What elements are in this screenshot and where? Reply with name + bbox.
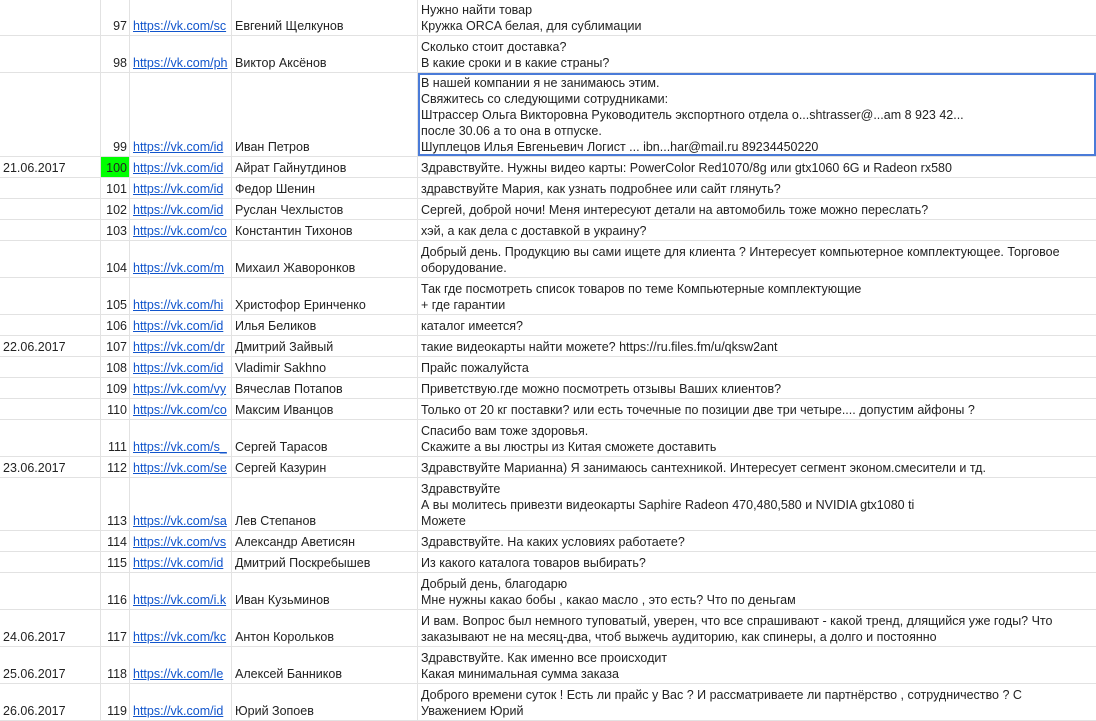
number-cell[interactable]: 112	[101, 457, 130, 477]
profile-link[interactable]: https://vk.com/id	[130, 178, 232, 198]
profile-link[interactable]: https://vk.com/kc	[130, 610, 232, 646]
name-cell[interactable]: Сергей Тарасов	[232, 420, 418, 456]
message-line: Уважением Юрий	[421, 704, 524, 718]
number-cell[interactable]: 115	[101, 552, 130, 572]
profile-link[interactable]: https://vk.com/ph	[130, 36, 232, 72]
profile-link[interactable]: https://vk.com/id	[130, 684, 232, 720]
date-cell[interactable]	[0, 315, 101, 335]
number-cell[interactable]: 119	[101, 684, 130, 720]
message-line: Здравствуйте Марианна) Я занимаюсь сантехникой. Интересует сегмент эконом.смесители и тд.	[421, 461, 986, 475]
number-cell[interactable]: 97	[101, 0, 130, 35]
number-cell[interactable]: 117	[101, 610, 130, 646]
number-cell[interactable]: 107	[101, 336, 130, 356]
profile-link[interactable]: https://vk.com/sa	[130, 478, 232, 530]
table-row	[0, 684, 1096, 721]
message-line: Доброго времени суток ! Есть ли прайс у Вас ? И рассматриваете ли партнёрство , сотрудничество ? С	[421, 688, 1022, 702]
message-cell[interactable]	[418, 378, 1096, 398]
message-cell[interactable]	[418, 573, 1096, 609]
table-row	[0, 478, 1096, 531]
message-line: Шуплецов Илья Евгеньевич Логист ... ibn...har@mail.ru 89234450220	[421, 140, 819, 154]
date-cell[interactable]: 23.06.2017	[0, 457, 101, 477]
profile-link[interactable]: https://vk.com/id	[130, 357, 232, 377]
message-cell[interactable]	[418, 73, 1096, 156]
message-cell[interactable]	[418, 552, 1096, 572]
number-cell[interactable]: 102	[101, 199, 130, 219]
table-row	[0, 0, 1096, 36]
date-cell[interactable]	[0, 73, 101, 156]
profile-link[interactable]: https://vk.com/id	[130, 199, 232, 219]
table-row	[0, 531, 1096, 552]
message-line: Сергей, доброй ночи! Меня интересуют детали на автомобиль тоже можно переслать?	[421, 203, 929, 217]
message-line: Из какого каталога товаров выбирать?	[421, 556, 646, 570]
message-cell[interactable]	[418, 531, 1096, 551]
message-line: Штрассер Ольга Викторовна Руководитель экспортного отдела o...shtrasser@...am 8 923 42...	[421, 108, 964, 122]
profile-link[interactable]: https://vk.com/dr	[130, 336, 232, 356]
date-cell[interactable]	[0, 552, 101, 572]
number-cell[interactable]: 98	[101, 36, 130, 72]
name-cell[interactable]: Сергей Казурин	[232, 457, 418, 477]
message-line: + где гарантии	[421, 298, 506, 312]
message-line: Нужно найти товар	[421, 3, 533, 17]
table-row	[0, 73, 1096, 157]
message-cell[interactable]	[418, 478, 1096, 530]
profile-link[interactable]: https://vk.com/id	[130, 552, 232, 572]
date-cell[interactable]	[0, 36, 101, 72]
profile-link[interactable]: https://vk.com/s_	[130, 420, 232, 456]
number-cell[interactable]: 110	[101, 399, 130, 419]
profile-link[interactable]: https://vk.com/i.k	[130, 573, 232, 609]
date-cell[interactable]	[0, 573, 101, 609]
name-cell[interactable]: Айрат Гайнутдинов	[232, 157, 418, 177]
message-line: Свяжитесь со следующими сотрудниками:	[421, 92, 669, 106]
date-cell[interactable]: 21.06.2017	[0, 157, 101, 177]
message-cell[interactable]	[418, 199, 1096, 219]
profile-link[interactable]: https://vk.com/vy	[130, 378, 232, 398]
name-cell[interactable]: Константин Тихонов	[232, 220, 418, 240]
message-cell[interactable]	[418, 241, 1096, 277]
name-cell[interactable]: Виктор Аксёнов	[232, 36, 418, 72]
date-cell[interactable]	[0, 0, 101, 35]
number-cell[interactable]: 106	[101, 315, 130, 335]
number-cell[interactable]: 105	[101, 278, 130, 314]
message-cell[interactable]	[418, 178, 1096, 198]
date-cell[interactable]	[0, 378, 101, 398]
message-line: Мне нужны какао бобы , какао масло , это есть? Что по деньгам	[421, 593, 796, 607]
message-cell[interactable]	[418, 684, 1096, 720]
table-row	[0, 573, 1096, 610]
date-cell[interactable]	[0, 399, 101, 419]
message-line: заказывают не на месяц-два, чтоб выжечь аудиторию, как спинеры, а долго и постоянно	[421, 630, 937, 644]
message-line: хэй, а как дела с доставкой в украину?	[421, 224, 647, 238]
message-line: Скажите а вы люстры из Китая сможете доставить	[421, 440, 717, 454]
message-cell[interactable]	[418, 457, 1096, 477]
name-cell[interactable]: Иван Кузьминов	[232, 573, 418, 609]
profile-link[interactable]: https://vk.com/hi	[130, 278, 232, 314]
profile-link[interactable]: https://vk.com/sc	[130, 0, 232, 35]
name-cell[interactable]: Вячеслав Потапов	[232, 378, 418, 398]
table-row	[0, 178, 1096, 199]
message-line: Добрый день, благодарю	[421, 577, 568, 591]
message-cell[interactable]	[418, 36, 1096, 72]
message-cell[interactable]	[418, 157, 1096, 177]
name-cell[interactable]: Антон Корольков	[232, 610, 418, 646]
name-cell[interactable]: Михаил Жаворонков	[232, 241, 418, 277]
name-cell[interactable]: Vladimir Sakhno	[232, 357, 418, 377]
message-line: Так где посмотреть список товаров по теме Компьютерные комплектующие	[421, 282, 862, 296]
table-row	[0, 336, 1096, 357]
message-line: Только от 20 кг поставки? или есть точечные по позиции две три четыре.... допустим айфоны ?	[421, 403, 975, 417]
table-row	[0, 241, 1096, 278]
table-row	[0, 220, 1096, 241]
message-line: Здравствуйте. Как именно все происходит	[421, 651, 668, 665]
name-cell[interactable]: Дмитрий Поскребышев	[232, 552, 418, 572]
profile-link[interactable]: https://vk.com/co	[130, 220, 232, 240]
number-cell[interactable]: 99	[101, 73, 130, 156]
table-row	[0, 610, 1096, 647]
table-row	[0, 36, 1096, 73]
number-cell[interactable]: 103	[101, 220, 130, 240]
table-row	[0, 552, 1096, 573]
number-cell[interactable]: 101	[101, 178, 130, 198]
number-cell[interactable]: 113	[101, 478, 130, 530]
name-cell[interactable]: Дмитрий Зайвый	[232, 336, 418, 356]
message-cell[interactable]	[418, 0, 1096, 35]
name-cell[interactable]: Руслан Чехлыстов	[232, 199, 418, 219]
message-line: Здравствуйте	[421, 482, 501, 496]
date-cell[interactable]: 22.06.2017	[0, 336, 101, 356]
message-cell[interactable]	[418, 278, 1096, 314]
profile-link[interactable]: https://vk.com/vs	[130, 531, 232, 551]
profile-link[interactable]: https://vk.com/co	[130, 399, 232, 419]
message-cell[interactable]	[418, 220, 1096, 240]
table-row	[0, 420, 1096, 457]
name-cell[interactable]: Максим Иванцов	[232, 399, 418, 419]
table-row	[0, 357, 1096, 378]
table-row	[0, 457, 1096, 478]
profile-link[interactable]: https://vk.com/id	[130, 315, 232, 335]
message-line: каталог имеется?	[421, 319, 523, 333]
name-cell[interactable]: Иван Петров	[232, 73, 418, 156]
date-cell[interactable]	[0, 531, 101, 551]
name-cell[interactable]: Юрий Зопоев	[232, 684, 418, 720]
number-cell[interactable]: 114	[101, 531, 130, 551]
profile-link[interactable]: https://vk.com/id	[130, 73, 232, 156]
message-line: Какая минимальная сумма заказа	[421, 667, 619, 681]
message-line: Добрый день. Продукцию вы сами ищете для клиента ? Интересует компьютерное комплектующее. Торговое	[421, 245, 1060, 259]
number-cell[interactable]: 104	[101, 241, 130, 277]
table-row	[0, 157, 1096, 178]
table-row	[0, 378, 1096, 399]
date-cell[interactable]: 26.06.2017	[0, 684, 101, 720]
message-line: Здравствуйте. На каких условиях работаете?	[421, 535, 685, 549]
number-cell[interactable]: 100	[101, 157, 130, 177]
message-line: В нашей компании я не занимаюсь этим.	[421, 76, 660, 90]
message-line: такие видеокарты найти можете? https://ru.files.fm/u/qksw2ant	[421, 340, 778, 354]
profile-link[interactable]: https://vk.com/m	[130, 241, 232, 277]
table-row	[0, 399, 1096, 420]
message-line: Прайс пожалуйста	[421, 361, 529, 375]
table-row	[0, 199, 1096, 220]
message-cell[interactable]	[418, 399, 1096, 419]
date-cell[interactable]: 24.06.2017	[0, 610, 101, 646]
date-cell[interactable]	[0, 278, 101, 314]
name-cell[interactable]: Александр Аветисян	[232, 531, 418, 551]
date-cell[interactable]	[0, 478, 101, 530]
name-cell[interactable]: Лев Степанов	[232, 478, 418, 530]
message-line: после 30.06 а то она в отпуске.	[421, 124, 602, 138]
message-line: И вам. Вопрос был немного туповатый, уверен, что все спрашивают - какой тренд, длящийся уже годы? Что	[421, 614, 1053, 628]
number-cell[interactable]: 116	[101, 573, 130, 609]
number-cell[interactable]: 111	[101, 420, 130, 456]
message-line: А вы молитесь привезти видеокарты Saphire Radeon 470,480,580 и NVIDIA gtx1080 ti	[421, 498, 915, 512]
name-cell[interactable]: Илья Беликов	[232, 315, 418, 335]
message-line: здравствуйте Мария, как узнать подробнее или сайт глянуть?	[421, 182, 781, 196]
message-line: Сколько стоит доставка?	[421, 40, 567, 54]
message-line: Кружка ORCA белая, для сублимации	[421, 19, 642, 33]
name-cell[interactable]: Христофор Еринченко	[232, 278, 418, 314]
name-cell[interactable]: Алексей Банников	[232, 647, 418, 683]
date-cell[interactable]	[0, 199, 101, 219]
message-cell[interactable]	[418, 610, 1096, 646]
profile-link[interactable]: https://vk.com/id	[130, 157, 232, 177]
message-cell[interactable]	[418, 647, 1096, 683]
message-line: Спасибо вам тоже здоровья.	[421, 424, 589, 438]
profile-link[interactable]: https://vk.com/se	[130, 457, 232, 477]
name-cell[interactable]: Евгений Щелкунов	[232, 0, 418, 35]
table-row	[0, 315, 1096, 336]
message-cell[interactable]	[418, 315, 1096, 335]
number-cell[interactable]: 109	[101, 378, 130, 398]
number-cell[interactable]: 118	[101, 647, 130, 683]
message-line: Здравствуйте. Нужны видео карты: PowerColor Red1070/8g или gtx1060 6G и Radeon rx580	[421, 161, 952, 175]
date-cell[interactable]	[0, 357, 101, 377]
date-cell[interactable]	[0, 420, 101, 456]
table-row	[0, 647, 1096, 684]
message-cell[interactable]	[418, 420, 1096, 456]
date-cell[interactable]	[0, 241, 101, 277]
message-line: Можете	[421, 514, 466, 528]
message-line: оборудование.	[421, 261, 507, 275]
date-cell[interactable]	[0, 178, 101, 198]
message-line: Приветствую.где можно посмотреть отзывы Ваших клиентов?	[421, 382, 782, 396]
message-cell[interactable]	[418, 357, 1096, 377]
date-cell[interactable]: 25.06.2017	[0, 647, 101, 683]
profile-link[interactable]: https://vk.com/le	[130, 647, 232, 683]
table-row	[0, 278, 1096, 315]
message-cell[interactable]	[418, 336, 1096, 356]
number-cell[interactable]: 108	[101, 357, 130, 377]
message-line: В какие сроки и в какие страны?	[421, 56, 610, 70]
name-cell[interactable]: Федор Шенин	[232, 178, 418, 198]
date-cell[interactable]	[0, 220, 101, 240]
